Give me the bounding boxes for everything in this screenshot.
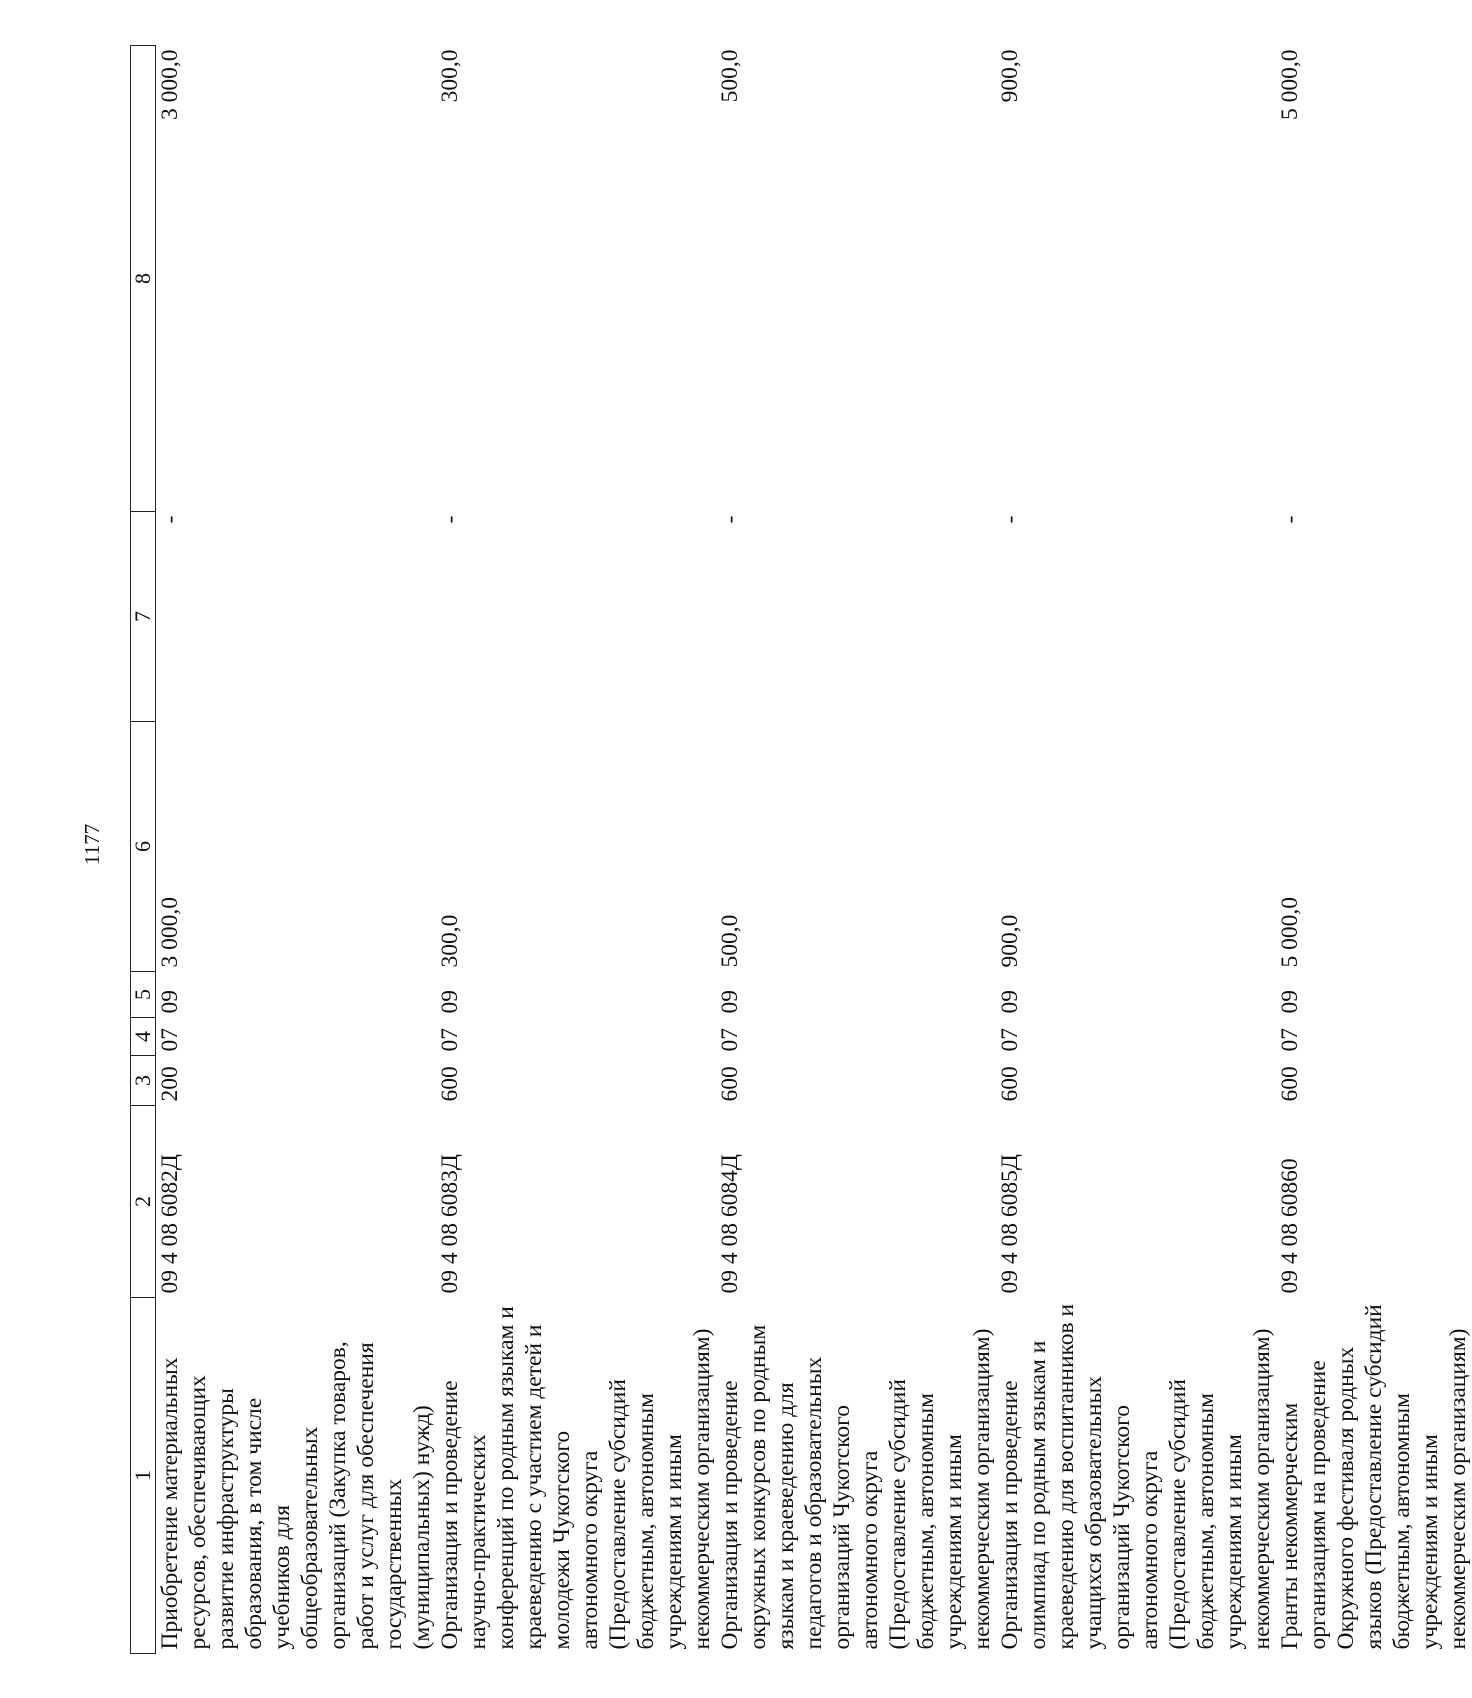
row-col-4: 07	[1277, 1028, 1303, 1052]
row-code: 09 4 08 60860	[1277, 1158, 1303, 1294]
table-row	[1276, 46, 1472, 1654]
row-col-6: 500,0	[717, 914, 743, 968]
row-col-8: 300,0	[437, 49, 463, 103]
table-row	[716, 46, 996, 1654]
row-col-7: -	[1277, 515, 1303, 524]
row-col-7: -	[997, 515, 1023, 524]
row-col-6: 3 000,0	[157, 897, 183, 968]
header-col-7: 7	[131, 512, 156, 722]
table-row	[156, 46, 437, 1654]
row-col-5: 09	[717, 990, 743, 1014]
row-code: 09 4 08 6082Д	[157, 1154, 183, 1294]
header-col-5: 5	[131, 972, 156, 1018]
row-col-3: 600	[1277, 1066, 1303, 1102]
table-row	[996, 46, 1276, 1654]
row-col-6: 900,0	[997, 914, 1023, 968]
row-code: 09 4 08 6085Д	[997, 1154, 1023, 1294]
row-col-3: 600	[437, 1066, 463, 1102]
row-code: 09 4 08 6084Д	[717, 1154, 743, 1294]
budget-table	[130, 45, 1472, 1654]
row-col-4: 07	[437, 1028, 463, 1052]
row-col-8: 900,0	[997, 49, 1023, 103]
rotated-table-container	[130, 46, 1471, 1654]
row-code: 09 4 08 6083Д	[437, 1154, 463, 1294]
row-col-8: 3 000,0	[157, 49, 183, 120]
row-col-5: 09	[157, 990, 183, 1014]
row-col-4: 07	[717, 1028, 743, 1052]
page-number: 1177	[80, 823, 104, 865]
row-col-3: 600	[717, 1066, 743, 1102]
header-col-1: 1	[131, 1298, 156, 1654]
row-name: Гранты некоммерческим организациям на проведение Окружного фестиваля родных языков (Предоставление субсидий бюджетным, автономным учреждениям и иным некоммерческим организациям)	[1277, 1304, 1471, 1650]
row-col-6: 300,0	[437, 914, 463, 968]
row-col-5: 09	[437, 990, 463, 1014]
row-col-4: 07	[157, 1028, 183, 1052]
row-col-8: 500,0	[717, 49, 743, 103]
row-col-7: -	[157, 515, 183, 524]
row-name: Приобретение материальных ресурсов, обеспечивающих развитие инфраструктуры образования, в том числе учебников для общеобразовательных организаций (Закупка товаров, работ и услуг для обеспечения государственных (муниципальных) нужд)	[157, 1341, 435, 1650]
row-col-5: 09	[997, 990, 1023, 1014]
header-col-4: 4	[131, 1018, 156, 1056]
table-row	[436, 46, 716, 1654]
header-col-3: 3	[131, 1056, 156, 1106]
row-col-8: 5 000,0	[1277, 49, 1303, 120]
header-col-6: 6	[131, 722, 156, 972]
row-name: Организация и проведение научно-практических конференций по родным языкам и краеведению с участием детей и молодежи Чукотского автономного округа (Предоставление субсидий бюджетным, автономным учреждениям и иным некоммерческим организациям)	[437, 1306, 715, 1650]
header-col-8: 8	[131, 46, 156, 512]
row-name: Организация и проведение окружных конкурсов по родным языкам и краеведению для педагогов и образовательных организаций Чукотского автономного округа (Предоставление субсидий бюджетным, автономным учреждениям и иным некоммерческим организациям)	[717, 1324, 995, 1650]
row-name: Организация и проведение олимпиад по родным языкам и краеведению для воспитанников и учащихся образовательных организаций Чукотского автономного округа (Предоставление субсидий бюджетным, автономным учреждениям и иным некоммерческим организациям)	[997, 1303, 1275, 1650]
row-col-3: 200	[157, 1066, 183, 1102]
row-col-6: 5 000,0	[1277, 897, 1303, 968]
row-col-4: 07	[997, 1028, 1023, 1052]
row-col-5: 09	[1277, 990, 1303, 1014]
row-col-7: -	[437, 515, 463, 524]
header-row	[131, 46, 156, 1654]
row-col-7: -	[717, 515, 743, 524]
row-col-3: 600	[997, 1066, 1023, 1102]
header-col-2: 2	[131, 1106, 156, 1298]
